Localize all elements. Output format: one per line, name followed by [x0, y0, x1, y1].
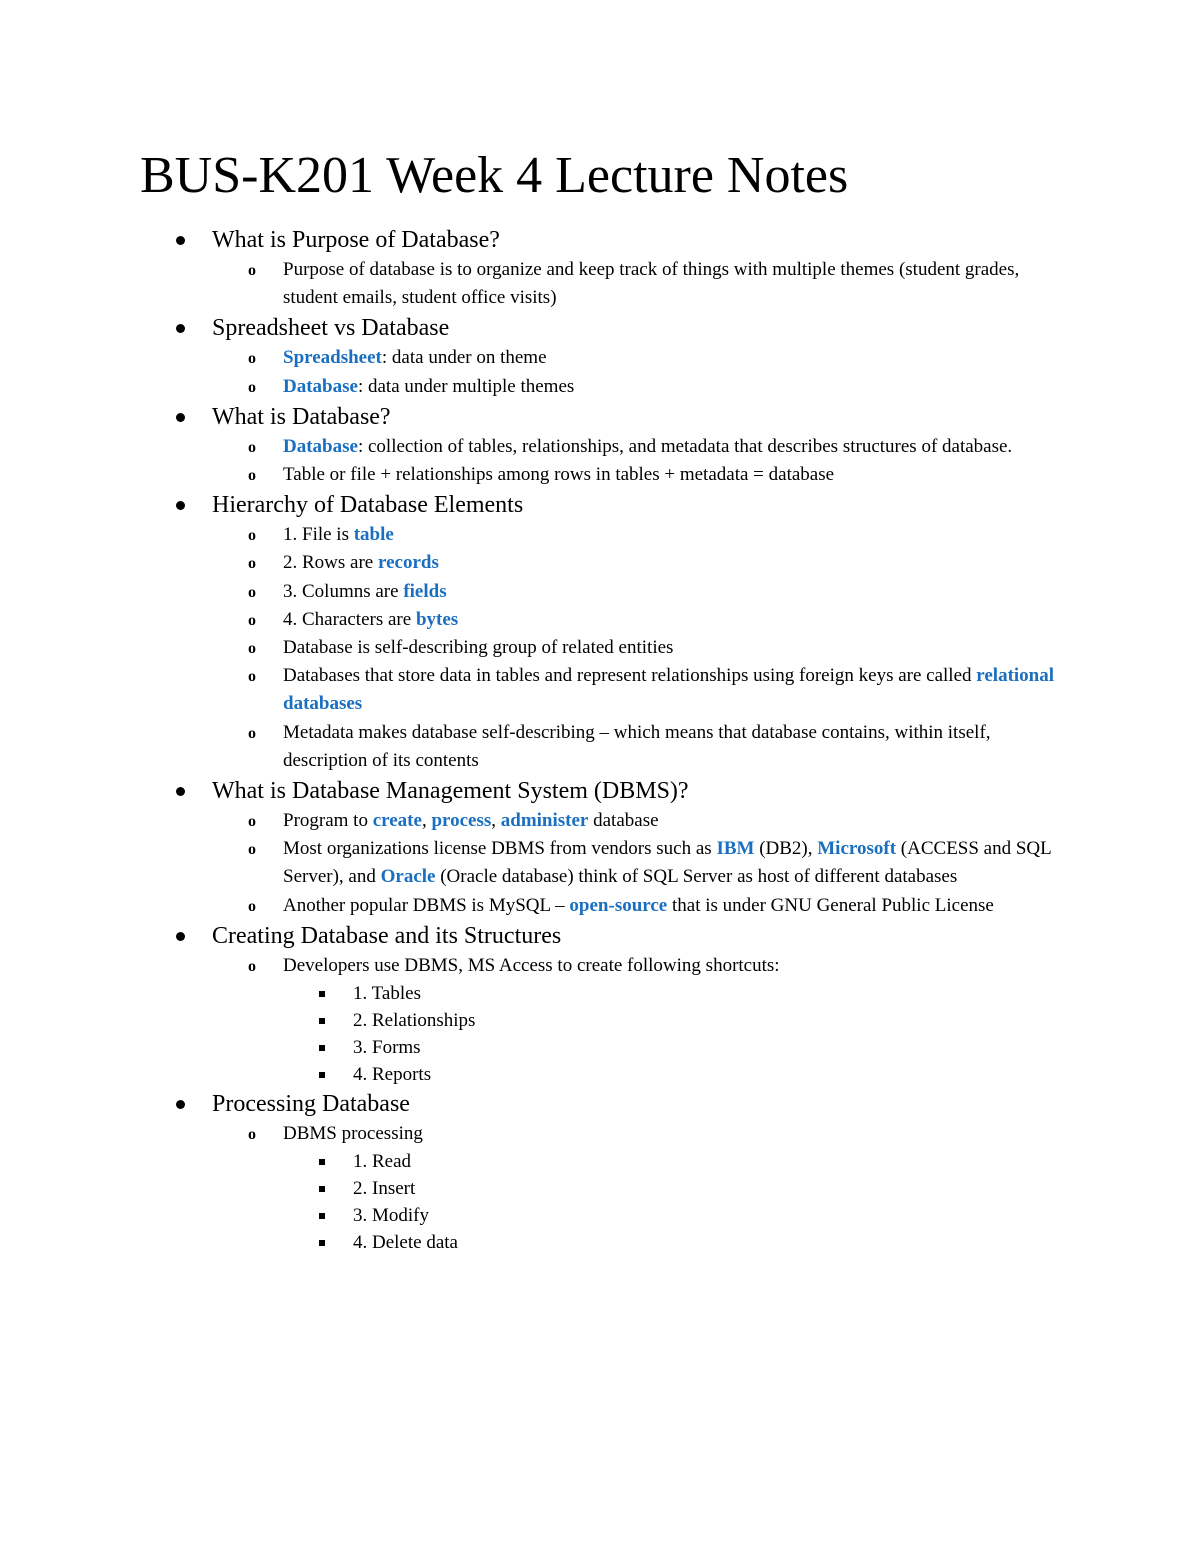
bullet-disc-icon: [176, 236, 185, 245]
bullet-circle-icon: o: [248, 350, 256, 368]
topic-heading-text: What is Purpose of Database?: [212, 227, 500, 253]
bullet-disc-icon: [176, 501, 185, 510]
topic-heading: [0, 1088, 1200, 1120]
sub-point: [0, 521, 1200, 549]
bullet-circle-icon: o: [248, 378, 256, 396]
sub-point: [0, 606, 1200, 634]
sub-point-text: database: [588, 810, 659, 832]
bullet-circle-icon: o: [248, 611, 256, 629]
bullet-square-icon: [319, 1072, 325, 1078]
sub-point-list: [0, 344, 1200, 400]
sub-point-text: Metadata makes database self-describing – which means that database contains, within itself, description of its contents: [283, 721, 991, 771]
sub-point: [0, 662, 1200, 718]
sub-point-text: Purpose of database is to organize and keep track of things with multiple themes (student grades, student emails, student office visits): [283, 259, 1020, 309]
topic-section: [0, 775, 1200, 920]
sub-point-text: (ACCESS and SQL Server), and: [283, 838, 1052, 888]
sub-point-text: Database is self-describing group of related entities: [283, 637, 674, 659]
sub-point: [0, 549, 1200, 577]
sub-point-list: [0, 807, 1200, 920]
sub-point-text: DBMS processing: [283, 1123, 423, 1145]
sub-point-text: (DB2),: [754, 838, 818, 860]
sub-point: [0, 952, 1200, 980]
topic-heading: [0, 489, 1200, 521]
topic-heading-text: Processing Database: [212, 1091, 410, 1118]
topic-heading-text: What is Database Management System (DBMS)?: [212, 778, 689, 805]
nested-list-item: [0, 1061, 1200, 1088]
sub-point-text: Table or file + relationships among rows in tables + metadata = database: [283, 464, 835, 486]
highlighted-term: Database: [283, 375, 358, 397]
bullet-circle-icon: o: [248, 668, 256, 686]
bullet-square-icon: [319, 1186, 325, 1192]
sub-point-list: [0, 952, 1200, 1088]
bullet-circle-icon: o: [248, 813, 256, 831]
topic-section: [0, 401, 1200, 489]
nested-list-item: [0, 1202, 1200, 1229]
sub-point: [0, 373, 1200, 401]
nested-list: [0, 1148, 1200, 1256]
nested-item-text: 2. Relationships: [353, 1010, 476, 1032]
highlighted-term: fields: [403, 580, 447, 602]
bullet-square-icon: [319, 991, 325, 997]
topic-section: [0, 489, 1200, 775]
sub-point: [0, 1120, 1200, 1148]
sub-point-list: [0, 521, 1200, 775]
topic-section: [0, 312, 1200, 400]
sub-point-list: [0, 256, 1200, 312]
nested-list-item: [0, 1229, 1200, 1256]
highlighted-term: relational databases: [283, 665, 1055, 715]
highlighted-term: Database: [283, 435, 358, 457]
sub-point: [0, 578, 1200, 606]
highlighted-term: create: [372, 810, 422, 832]
sub-point: [0, 634, 1200, 662]
bullet-circle-icon: o: [248, 527, 256, 545]
topic-heading: [0, 775, 1200, 807]
bullet-disc-icon: [176, 413, 185, 422]
sub-point-text: Databases that store data in tables and represent relationships using foreign keys are called: [283, 665, 977, 687]
sub-point-text: Program to: [283, 810, 373, 832]
topic-heading-text: What is Database?: [212, 403, 391, 430]
sub-point-text: (Oracle database) think of SQL Server as host of different databases: [435, 866, 958, 888]
nested-item-text: 4. Reports: [353, 1064, 432, 1086]
notes-outline: [0, 224, 1200, 1256]
bullet-circle-icon: o: [248, 583, 256, 601]
sub-point: [0, 892, 1200, 920]
document-title: BUS-K201 Week 4 Lecture Notes: [140, 147, 849, 204]
bullet-circle-icon: o: [248, 262, 256, 279]
bullet-square-icon: [319, 1045, 325, 1051]
nested-list: [0, 980, 1200, 1088]
nested-item-text: 3. Modify: [353, 1205, 429, 1227]
nested-item-text: 1. Tables: [353, 983, 421, 1005]
topic-heading: [0, 312, 1200, 344]
sub-point-text: : data under on theme: [381, 347, 547, 369]
sub-point-text: 3. Columns are: [283, 580, 404, 602]
bullet-square-icon: [319, 1213, 325, 1219]
sub-point-text: that is under GNU General Public License: [667, 894, 994, 916]
highlighted-term: administer: [500, 810, 589, 832]
bullet-circle-icon: o: [248, 897, 256, 915]
bullet-square-icon: [319, 1240, 325, 1246]
nested-item-text: 2. Insert: [353, 1178, 416, 1200]
bullet-circle-icon: o: [248, 841, 256, 859]
sub-point-text: Most organizations license DBMS from vendors such as: [283, 838, 717, 860]
bullet-circle-icon: o: [248, 724, 256, 742]
sub-point-text: : collection of tables, relationships, and metadata that describes structures of database.: [357, 435, 1013, 457]
sub-point-text: 1. File is: [283, 524, 354, 546]
sub-point-text: 4. Characters are: [283, 608, 416, 630]
highlighted-term: process: [431, 810, 492, 832]
nested-list-item: [0, 1007, 1200, 1034]
highlighted-term: Oracle: [380, 866, 436, 888]
topic-section: [0, 920, 1200, 1088]
sub-point-list: [0, 1120, 1200, 1256]
sub-point: [0, 461, 1200, 489]
highlighted-term: records: [377, 552, 439, 574]
sub-point-text: 2. Rows are: [283, 552, 378, 574]
bullet-disc-icon: [176, 324, 185, 333]
topic-heading: [0, 401, 1200, 433]
bullet-disc-icon: [176, 1100, 185, 1109]
bullet-circle-icon: o: [248, 957, 256, 975]
nested-item-text: 4. Delete data: [353, 1232, 458, 1254]
bullet-disc-icon: [176, 787, 185, 796]
topic-section: [0, 1088, 1200, 1256]
sub-point-list: [0, 433, 1200, 489]
nested-list-item: [0, 980, 1200, 1007]
highlighted-term: IBM: [716, 838, 755, 860]
sub-point: [0, 344, 1200, 372]
topic-heading: [0, 920, 1200, 952]
sub-point: [0, 719, 1200, 775]
topic-section: [0, 224, 1200, 312]
nested-item-text: 3. Forms: [353, 1037, 421, 1059]
bullet-disc-icon: [176, 932, 185, 941]
sub-point-text: Another popular DBMS is MySQL –: [283, 894, 570, 916]
bullet-circle-icon: o: [248, 640, 256, 658]
highlighted-term: table: [353, 524, 394, 546]
bullet-circle-icon: o: [248, 555, 256, 573]
sub-point-text: : data under multiple themes: [357, 375, 575, 397]
highlighted-term: open-source: [569, 894, 668, 916]
bullet-circle-icon: o: [248, 467, 256, 485]
sub-point-text: Developers use DBMS, MS Access to create following shortcuts:: [283, 954, 780, 976]
bullet-square-icon: [319, 1159, 325, 1165]
bullet-circle-icon: o: [248, 438, 256, 456]
highlighted-term: Microsoft: [817, 838, 897, 860]
topic-heading-text: Hierarchy of Database Elements: [212, 492, 524, 519]
topic-heading-text: Creating Database and its Structures: [212, 922, 562, 949]
nested-list-item: [0, 1148, 1200, 1175]
sub-point: [0, 433, 1200, 461]
nested-list-item: [0, 1034, 1200, 1061]
bullet-square-icon: [319, 1018, 325, 1024]
nested-list-item: [0, 1175, 1200, 1202]
topic-heading-text: Spreadsheet vs Database: [212, 315, 450, 342]
sub-point-text: ,: [421, 810, 432, 832]
highlighted-term: Spreadsheet: [283, 347, 382, 369]
highlighted-term: bytes: [415, 608, 459, 630]
topic-heading: [0, 224, 1200, 256]
sub-point: [0, 807, 1200, 835]
sub-point: [0, 835, 1200, 891]
nested-item-text: 1. Read: [353, 1151, 412, 1173]
sub-point-text: ,: [491, 810, 501, 832]
bullet-circle-icon: o: [248, 1126, 256, 1144]
sub-point: [0, 256, 1200, 312]
